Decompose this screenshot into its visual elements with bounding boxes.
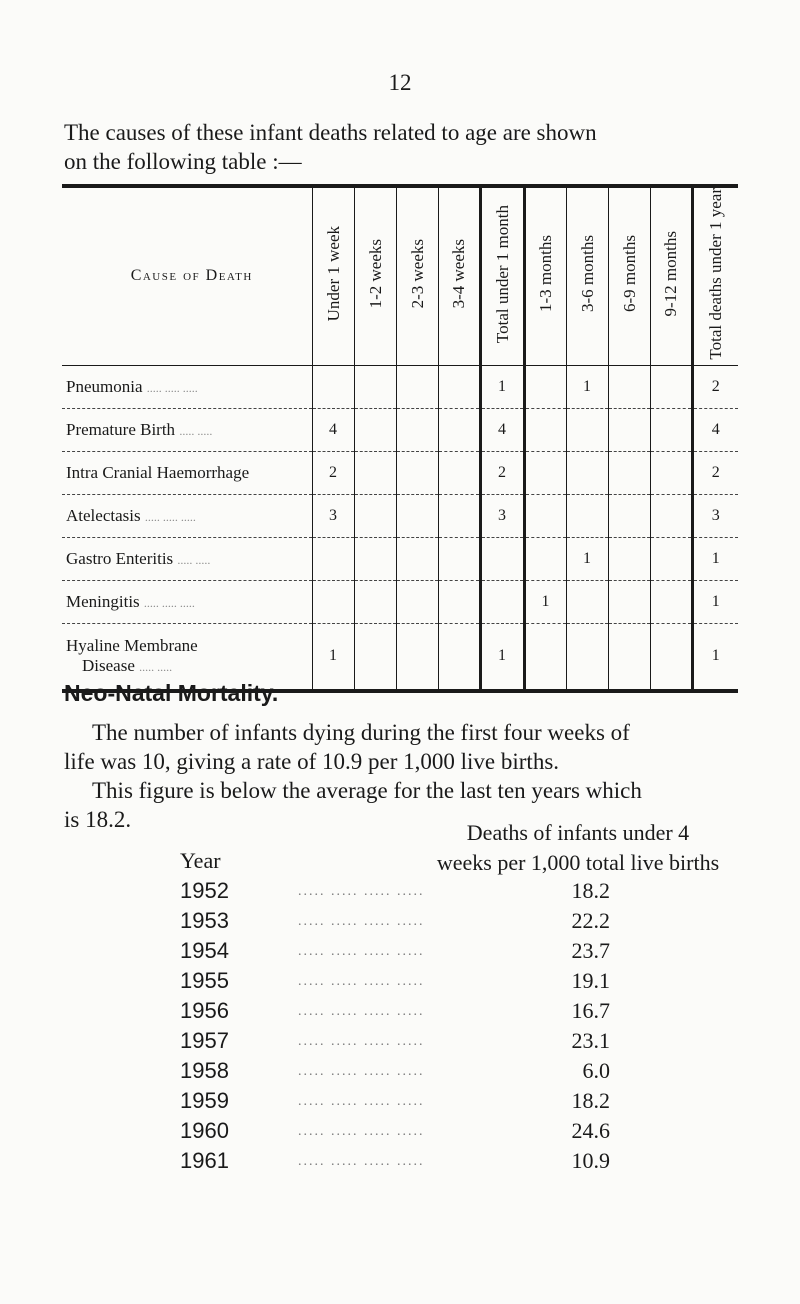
table-cell — [354, 365, 396, 408]
rate-cell: 10.9 — [571, 1148, 610, 1173]
table-cell: 4 — [480, 408, 524, 451]
table-row — [62, 365, 738, 408]
column-header: 9-12 months — [650, 186, 692, 365]
causes-by-age-table — [62, 184, 738, 693]
table-cell — [650, 623, 692, 691]
table-cell — [438, 580, 480, 623]
table-cell — [438, 408, 480, 451]
cause-cell: Pneumonia ..... ..... ..... — [62, 365, 312, 408]
table-cell — [566, 623, 608, 691]
page-number: 12 — [388, 70, 412, 95]
table-row — [180, 998, 610, 1028]
table-cell: 1 — [480, 365, 524, 408]
table-cell — [650, 365, 692, 408]
table-cell: 1 — [692, 623, 738, 691]
table-cell: 3 — [692, 494, 738, 537]
table-row — [62, 580, 738, 623]
rate-cell: 18.2 — [571, 878, 610, 903]
rate-cell: 18.2 — [571, 1088, 610, 1113]
paragraph-neonatal-count — [64, 718, 740, 776]
table-row — [62, 537, 738, 580]
leader-dots: ..... ..... ..... ..... — [298, 974, 425, 989]
table-row — [180, 1148, 610, 1178]
table-cell: 1 — [566, 365, 608, 408]
table-cell: 2 — [692, 365, 738, 408]
table-cell — [524, 408, 566, 451]
table-cell — [608, 580, 650, 623]
table-row — [180, 1118, 610, 1148]
table-cell — [608, 494, 650, 537]
table-cell — [524, 537, 566, 580]
year-cell: 1961 — [180, 1148, 229, 1173]
table-cell — [608, 451, 650, 494]
year-cell: 1959 — [180, 1088, 229, 1113]
table-cell — [354, 408, 396, 451]
table-cell — [480, 537, 524, 580]
table-cell: 3 — [480, 494, 524, 537]
table-row — [180, 1088, 610, 1118]
year-column-header: Year — [180, 848, 221, 873]
year-cell: 1958 — [180, 1058, 229, 1083]
leader-dots: ..... ..... ..... ..... — [298, 1124, 425, 1139]
table-row — [180, 938, 610, 968]
column-header: 2-3 weeks — [396, 186, 438, 365]
cause-column-header: Cause of Death — [62, 186, 312, 365]
cause-cell: Premature Birth ..... ..... — [62, 408, 312, 451]
cause-cell: Atelectasis ..... ..... ..... — [62, 494, 312, 537]
table-cell — [608, 365, 650, 408]
table-row — [180, 1028, 610, 1058]
table-cell: 1 — [566, 537, 608, 580]
table-cell — [524, 623, 566, 691]
table-cell — [524, 451, 566, 494]
table-cell — [566, 580, 608, 623]
leader-dots: ..... ..... ..... ..... — [298, 1034, 425, 1049]
rate-cell: 23.7 — [571, 938, 610, 963]
table-row — [62, 494, 738, 537]
paragraph-line: is 18.2. — [64, 807, 132, 832]
table-row — [62, 451, 738, 494]
year-cell: 1954 — [180, 938, 229, 963]
column-header: 1-3 months — [524, 186, 566, 365]
table-cell — [312, 580, 354, 623]
table-cell: 2 — [480, 451, 524, 494]
column-header: 3-6 months — [566, 186, 608, 365]
table-cell — [354, 537, 396, 580]
intro-line-1: The causes of these infant deaths related to age are shown — [64, 120, 597, 145]
paragraph-line: This figure is below the average for the last ten years which — [92, 778, 642, 803]
column-header: 1-2 weeks — [354, 186, 396, 365]
table-cell — [354, 494, 396, 537]
table-header-row — [62, 186, 738, 365]
table-cell: 1 — [312, 623, 354, 691]
table-cell — [480, 580, 524, 623]
table-cell — [438, 494, 480, 537]
leader-dots: ..... ..... ..... ..... — [298, 1094, 425, 1109]
table-cell — [396, 623, 438, 691]
table-cell — [438, 451, 480, 494]
column-header: 6-9 months — [608, 186, 650, 365]
table-cell: 2 — [692, 451, 738, 494]
paragraph-line: life was 10, giving a rate of 10.9 per 1,000 live births. — [64, 749, 560, 774]
table-cell: 4 — [312, 408, 354, 451]
table-cell: 1 — [692, 580, 738, 623]
table-cell: 3 — [312, 494, 354, 537]
table-cell — [566, 408, 608, 451]
table-cell — [396, 451, 438, 494]
rate-cell: 16.7 — [571, 998, 610, 1023]
intro-paragraph — [64, 118, 744, 176]
leader-dots: ..... ..... ..... ..... — [298, 1064, 425, 1079]
table-row — [180, 908, 610, 938]
year-cell: 1952 — [180, 878, 229, 903]
table-cell — [312, 537, 354, 580]
table-cell — [438, 537, 480, 580]
intro-line-2: on the following table :— — [64, 149, 302, 174]
table-cell — [396, 580, 438, 623]
table-cell — [438, 365, 480, 408]
table-cell — [396, 365, 438, 408]
rate-cell: 23.1 — [571, 1028, 610, 1053]
table-cell — [354, 623, 396, 691]
year-cell: 1955 — [180, 968, 229, 993]
table-cell — [566, 494, 608, 537]
cause-cell: Intra Cranial Haemorrhage — [62, 451, 312, 494]
leader-dots: ..... ..... ..... ..... — [298, 914, 425, 929]
table-cell — [566, 451, 608, 494]
year-cell: 1960 — [180, 1118, 229, 1143]
table-cell — [608, 623, 650, 691]
table-cell: 4 — [692, 408, 738, 451]
year-cell: 1956 — [180, 998, 229, 1023]
table-row — [62, 408, 738, 451]
rate-cell: 19.1 — [571, 968, 610, 993]
table-cell — [650, 537, 692, 580]
table-cell — [354, 451, 396, 494]
table-cell: 2 — [312, 451, 354, 494]
leader-dots: ..... ..... ..... ..... — [298, 1004, 425, 1019]
leader-dots: ..... ..... ..... ..... — [298, 944, 425, 959]
leader-dots: ..... ..... ..... ..... — [298, 1154, 425, 1169]
year-cell: 1957 — [180, 1028, 229, 1053]
leader-dots: ..... ..... ..... ..... — [298, 884, 425, 899]
cause-cell: Meningitis ..... ..... ..... — [62, 580, 312, 623]
cause-cell: Hyaline Membrane Disease ..... ..... — [66, 636, 198, 676]
section-heading: Neo-Natal Mortality. — [64, 680, 279, 706]
rate-cell: 22.2 — [571, 908, 610, 933]
table-cell — [396, 494, 438, 537]
table-cell — [312, 365, 354, 408]
table-cell — [650, 451, 692, 494]
table-cell: 1 — [692, 537, 738, 580]
deaths-column-header: Deaths of infants under 4 weeks per 1,000 total live births — [436, 820, 720, 875]
table-cell — [396, 537, 438, 580]
table-cell — [650, 408, 692, 451]
table-cell — [650, 494, 692, 537]
table-cell — [608, 408, 650, 451]
table-cell — [524, 365, 566, 408]
table-cell — [524, 494, 566, 537]
table-cell — [438, 623, 480, 691]
table-row — [180, 878, 610, 908]
table-cell — [650, 580, 692, 623]
rate-cell: 24.6 — [571, 1118, 610, 1143]
table-row — [180, 968, 610, 998]
column-header: Under 1 week — [312, 186, 354, 365]
table-cell — [608, 537, 650, 580]
column-header: Total under 1 month — [480, 186, 524, 365]
column-header: Total deaths under 1 year — [692, 186, 738, 365]
cause-cell: Gastro Enteritis ..... ..... — [62, 537, 312, 580]
table-cell — [354, 580, 396, 623]
table-cell: 1 — [524, 580, 566, 623]
table-row — [180, 1058, 610, 1088]
column-header: 3-4 weeks — [438, 186, 480, 365]
paragraph-line: The number of infants dying during the first four weeks of — [92, 720, 630, 745]
rate-cell: 6.0 — [582, 1058, 610, 1083]
table-cell: 1 — [480, 623, 524, 691]
year-cell: 1953 — [180, 908, 229, 933]
table-cell — [396, 408, 438, 451]
